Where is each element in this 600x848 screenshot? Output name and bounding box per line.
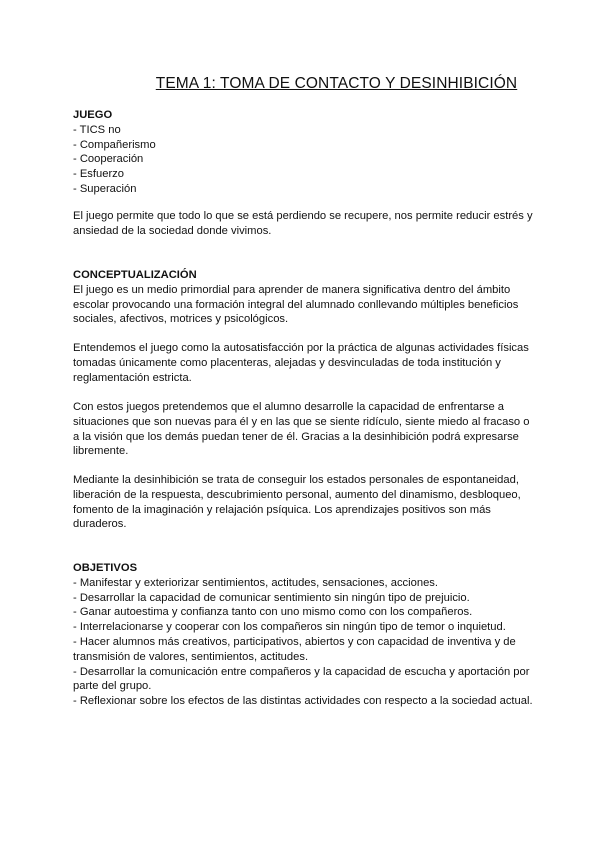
section-heading-juego: JUEGO [73,109,113,121]
section-heading-conceptualizacion: CONCEPTUALIZACIÓN [73,269,197,281]
conceptualizacion-paragraph-4: Mediante la desinhibición se trata de conseguir los estados personales de espontaneidad, liberación de la respuesta, descubrimiento personal, aumento del dinamismo, desbloqueo, fomento de la imaginación y relajación psíquica. Los aprendizajes positivos son más duraderos. [73,474,521,531]
list-item: - Ganar autoestima y confianza tanto con uno mismo como con los compañeros. [73,606,473,619]
conceptualizacion-block-3 [73,400,533,459]
conceptualizacion-block-4 [73,473,533,532]
list-item: - Desarrollar la comunicación entre compañeros y la capacidad de escucha y aportación por parte del grupo. [73,665,530,693]
section-juego [73,108,533,197]
list-item: - TICS no [73,123,121,136]
list-item: - Cooperación [73,153,144,166]
section-conceptualizacion [73,268,533,327]
list-item: - Manifestar y exteriorizar sentimientos, actitudes, sensaciones, acciones. [73,576,438,589]
list-item: - Compañerismo [73,138,156,151]
list-item: - Reflexionar sobre los efectos de las distintas actividades con respecto a la sociedad actual. [73,695,533,708]
juego-list [73,123,533,197]
page-title: TEMA 1: TOMA DE CONTACTO Y DESINHIBICIÓN [155,75,518,92]
conceptualizacion-paragraph-2: Entendemos el juego como la autosatisfacción por la práctica de algunas actividades físicas tomadas únicamente como placenteras, alejadas y desvinculadas de toda institución y reglamentación estricta. [73,342,529,384]
section-objetivos [73,561,533,709]
list-item: - Hacer alumnos más creativos, participativos, abiertos y con capacidad de inventiva y de transmisión de valores, sentimientos, actitudes. [73,635,516,663]
juego-paragraph: El juego permite que todo lo que se está perdiendo se recupere, nos permite reducir estrés y ansiedad de la sociedad donde vivimos. [73,210,533,237]
juego-paragraph-block [73,209,533,239]
list-item: - Interrelacionarse y cooperar con los compañeros sin ningún tipo de temor o inquietud. [73,621,506,634]
conceptualizacion-paragraph-3: Con estos juegos pretendemos que el alumno desarrolle la capacidad de enfrentarse a situaciones que son nuevas para él y en las que se siente ridículo, siente miedo al fracaso o a la visión que los demás puedan tener de él. Gracias a la desinhibición podrá expresarse libremente. [73,401,530,458]
list-item: - Desarrollar la capacidad de comunicar sentimiento sin ningún tipo de prejuicio. [73,591,470,604]
objetivos-list [73,576,533,709]
section-heading-objetivos: OBJETIVOS [73,562,138,574]
list-item: - Esfuerzo [73,168,124,181]
conceptualizacion-paragraph-1: El juego es un medio primordial para aprender de manera significativa dentro del ámbito escolar provocando una formación integral del alumnado conllevando múltiples beneficios sociales, afectivos, motrices y psicológicos. [73,283,519,326]
list-item: - Superación [73,182,137,195]
conceptualizacion-block-2 [73,341,533,385]
